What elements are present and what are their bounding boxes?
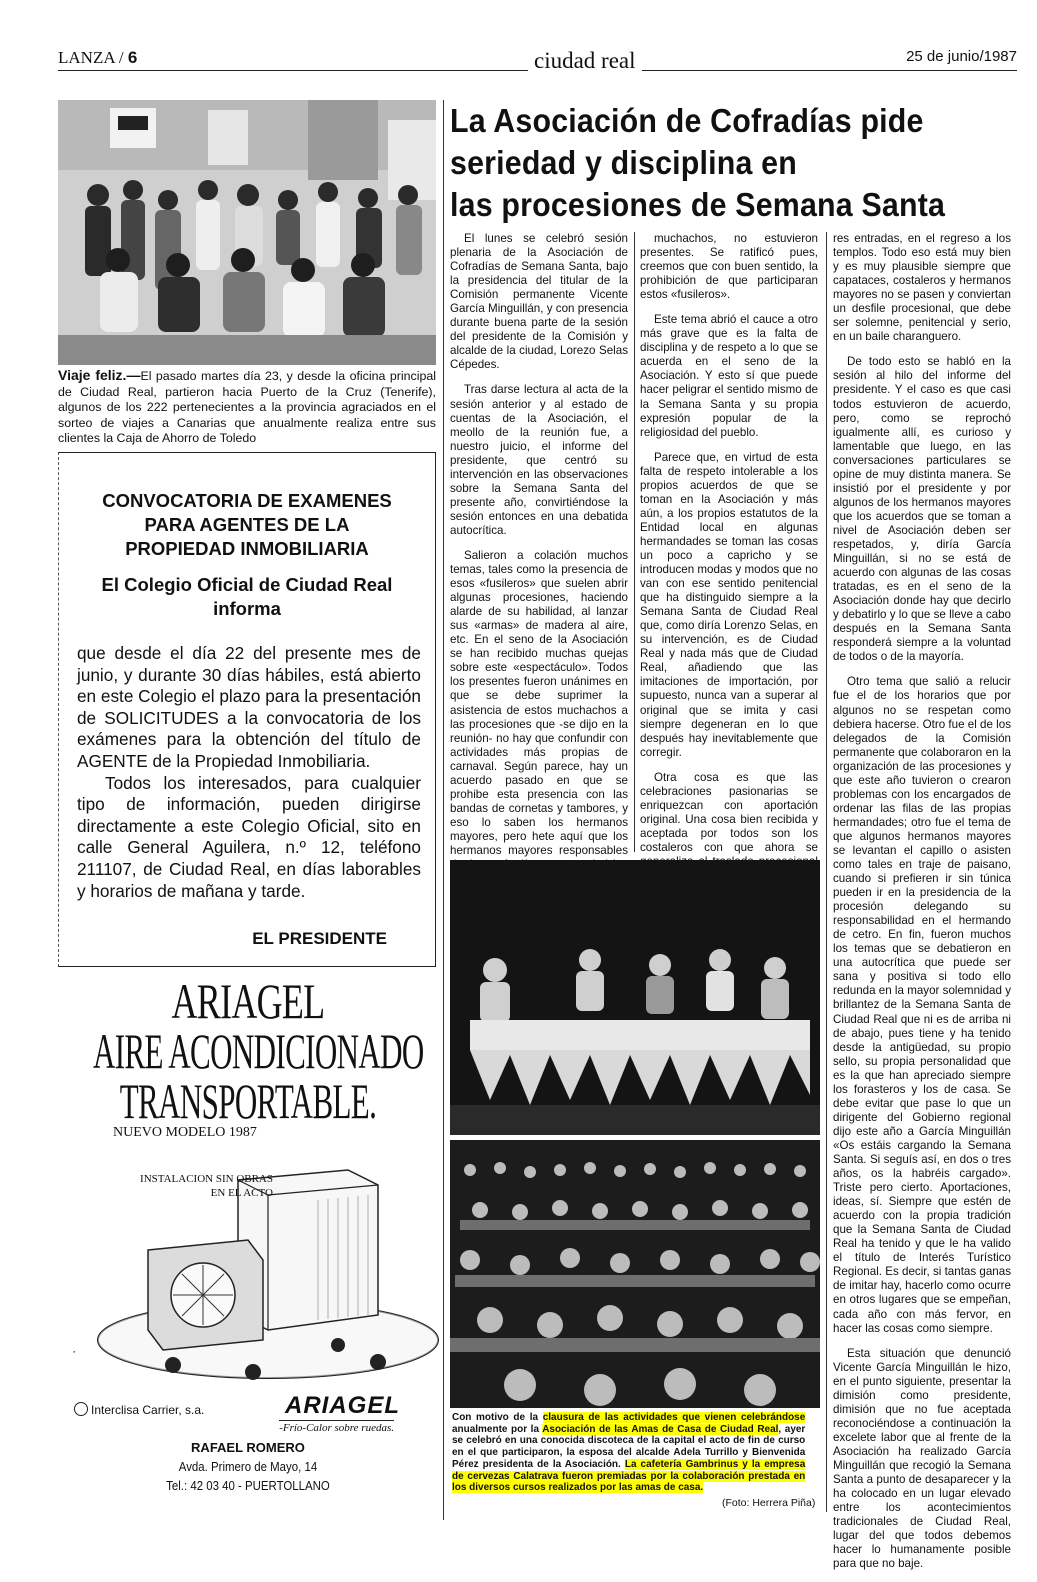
advert-logo: ARIAGEL (285, 1392, 400, 1419)
article-column-1 (450, 232, 628, 897)
headline-line: seriedad y disciplina en (450, 144, 797, 181)
headline-line: La Asociación de Cofradías pide (450, 102, 924, 139)
meeting-table-photo (450, 860, 820, 1135)
page-number: 6 (127, 48, 138, 67)
advert-brand-line: TRANSPORTABLE. (119, 1073, 377, 1129)
caption-text: Con motivo de la (452, 1412, 543, 1423)
paragraph: Otro tema que salió a relucir fue el de los horarios que por algunos no se respetan como debiera hacerse. Otro fue el de los delegados de la Comisión permanente que colaboraron en la organización de las procesiones y que este año tuvieron o crearon problemas con los encargados de ordenar las filas de las propias hermandades; otro fue el tema de que algunos hermanos mayores se levantan el capillo o asisten como tales en traje de paisano, cuando si prefieren ir sin túnica pueden ir en la presidencia de la procesión delegando su responsabilidad en el hermando de cetro. En fin, fueron muchos los temas que se debatieron en una autocrítica que puede ser sana y positiva si todo ello redunda en la mayor solemnidad y brillantez de la Semana Santa de Ciudad Real que ni es de arriba ni de abajo, pues tiene y ha tenido desde la antigüedad, su propio sello, su propia personalidad que es la que han apreciado siempre los forasteros y los de casa. Se debe evitar que pase lo que un dirigente del Gobierno regional dijo este año a García Minguillán «Os estáis cargando la Semana Santa. Si seguís así, en dos o tres años, os la habréis cargado». Triste pero cierto. Aportaciones, ideas, sí. Siempre que estén de acuerdo con la propia tradición que la Semana Santa de Ciudad Real ha tenido y que le ha valido el título de Interés Turístico Regional. Es decir, si tantas ganas de imitar hay, hacerlo como ocurre en otros lugares que se empeñan, cada año con más fervor, en hacer las cosas como siempre. (833, 675, 1011, 1335)
advert-distributor: Interclisa Carrier, s.a. (74, 1402, 204, 1417)
caption-text: , ayer se celebró en una conocida discoteca de la capital el acto de fin de curso en el que participaron, la esposa del alcalde Adela Turrillo y Bienvenida Pérez presidenta de la Asociación. (452, 1423, 806, 1470)
highlighted-text: La cafetería Gambrinus y la empresa de cervezas Calatrava fueron premiadas por la colaboración prestada en los diversos cursos realizados por las amas de casa. (452, 1458, 806, 1494)
advert-installation: INSTALACION SIN OBRAS EN EL ACTO (140, 1173, 273, 1199)
advert-phone: Tel.: 42 03 40 - PUERTOLLANO (166, 1478, 330, 1493)
notice-body (77, 643, 421, 902)
notice-paragraph: Todos los interesados, para cualquier tipo de información, pueden dirigirse directamente a este Colegio Oficial, sito en calle General Aguilera, n.º 12, teléfono 211107, de Ciudad Real, en días laborables y horarios de mañana y tarde. (77, 772, 421, 901)
advert-side-print: ▪ (72, 1350, 78, 1353)
issue-date: 25 de junio/1987 (900, 48, 1017, 65)
advert-brand-line: ARIAGEL (171, 973, 325, 1029)
notice-signature: EL PRESIDENTE (252, 929, 387, 948)
section-title: ciudad real (528, 48, 642, 74)
advert-brand-line: AIRE ACONDICIONADO (93, 1023, 424, 1079)
paragraph: muchachos, no estuvieron presentes. Se ratificó pues, creemos que con buen sentido, la prohibición de que participaran estos «fusileros». (640, 232, 818, 302)
advert-model: NUEVO MODELO 1987 (113, 1125, 257, 1140)
column-divider-main (443, 100, 444, 1520)
column-divider (634, 232, 635, 852)
paragraph: Esta situación que denunció Vicente García Minguillán le hizo, en el punto siguiente, presentar la dimisión como presidente, dimisión que no fue aceptada reconociéndose a continuación la excelete labor que al frente de la Asociación ha realizado García Minguillán que recogió la Semana Santa a punto de desaparecer y la ha colocado en un lugar elevado entre los acontecimientos tradicionales de Ciudad Real, lugar del que todos debemos hacer lo humanamente posible para que no baje. (833, 1346, 1011, 1571)
audience-photo (450, 1140, 820, 1408)
advert-slogan: -Frío-Calor sobre ruedas. (279, 1422, 394, 1434)
advert-address: Avda. Primero de Mayo, 14 (178, 1459, 318, 1474)
notice-paragraph: que desde el día 22 del presente mes de junio, y durante 30 días hábiles, está abierto en este Colegio el plazo para la presentación de SOLICITUDES a la convocatoria de los exámenes para la obtención del título de AGENTE de la Propiedad Inmobiliaria. (77, 643, 421, 771)
highlighted-text: clausura de las actividades que vienen celebrándose (542, 1412, 806, 1423)
headline-line: las procesiones de Semana Santa (450, 186, 946, 223)
paragraph: Parece que, en virtud de esta falta de respeto intolerable a los propios acuerdos de que se toman en la Asociación y más aún, a los propios estatutos de la Entidad local en algunas hermandades se toman las cosas un poco a capricho y se introducen modas y modos que no van con ese sentido penitencial que ha distinguido siempre a la Semana Santa de Ciudad Real que, como diría Lorenzo Selas, en su intervención, es de Ciudad Real y nada más que de Ciudad Real, añadiendo que las imitaciones de importación, por supuesto, nunca van a superar al original que se imita y casi siempre degeneran en lo que después hay inevitablemente que corregir. (640, 450, 818, 759)
column-divider (826, 232, 827, 1512)
photo-credit: (Foto: Herrera Piña) (722, 1497, 816, 1509)
carrier-logo-icon (74, 1402, 88, 1416)
advert-seller: RAFAEL ROMERO (191, 1440, 305, 1455)
highlighted-text: Asociación de las Amas de Casa de Ciudad Real (542, 1423, 779, 1435)
exam-notice-box (58, 452, 436, 967)
caption-lead: Viaje feliz.— (58, 367, 141, 383)
page-header (58, 48, 1017, 76)
article-headline (450, 100, 947, 226)
paragraph: El lunes se celebró sesión plenaria de la Asociación de Cofradías de Semana Santa, bajo la presidencia del titular de la Comisión permanente Vicente García Minguillán, y con presencia durante buena parte de la sesión del presidente de la Comisión y alcalde de la ciudad, Lorezo Selas Cépedes. (450, 232, 628, 372)
notice-title: CONVOCATORIA DE EXAMENES PARA AGENTES DE LA PROPIEDAD INMOBILIARIA (102, 490, 392, 559)
article-column-2 (640, 232, 818, 922)
caption-text: anualmente por la (452, 1423, 543, 1435)
paragraph: Otra cosa es que las celebraciones pasionarias se enriquezcan con aportación original. Una cosa bien recibida y aceptada por todos son los costaleros con que ahora se (640, 770, 818, 854)
paragraph: De todo esto se habló en la sesión al hilo del informe del presidente. Y el caso es que casi todos estuvieron de acuerdo, pero, como se reprochó igualmente allí, es curioso y lamentable que luego, en las conversaciones particulares se opine de muy distinta manera. Se insistió por el presidente y por algunos de los hermanos mayores que los acuerdos que se toman a nivel de Asociación deben ser respetados, y, diría García Minguillán, si no se está de acuerdo con algunas de las cosas tratadas, es en el seno de la Asociación donde hay que decirlo y debatirlo y lo que se lleve a cabo después en la Semana Santa responderá siempre a la voluntad de todos o de la mayoría. (833, 355, 1011, 664)
paragraph: Tras darse lectura al acta de la sesión anterior y al estado de cuentas de la Asociación, el meollo de la reunión fue, a nuestro juicio, el informe del presidente, que centró su intervención en las observaciones sobre la Semana Santa del presente año, convirtiéndose la sesión entonces en una debatida autocrítica. (450, 383, 628, 537)
ariagel-advert (58, 975, 438, 1520)
travelers-photo (58, 100, 436, 365)
caption-text: El pasado martes día 23, y desde la oficina principal de Ciudad Real, partieron hacia Puerto de la Cruz (Tenerife), algunos de los 222 pertenecientes a la provincia agraciados en el sorteo de viajes a Canarias que anualmente realiza entre sus clientes la Caja de Ahorro de Toledo (58, 369, 436, 446)
article-column-3 (833, 232, 1011, 1582)
notice-subtitle: El Colegio Oficial de Ciudad Real informa (101, 574, 393, 619)
photo-caption (58, 368, 436, 447)
paragraph: res entradas, en el regreso a los templos. Todo eso está muy bien y es muy plausible siempre que capataces, costaleros y hermanos mayores no se pasen y conviertan un desfile procesional, que debe ser solemne, penitencial y serio, en un baile charanguero. (833, 232, 1011, 344)
event-caption (452, 1412, 805, 1494)
paragraph: Salieron a colación muchos temas, tales como la presencia de esos «fusileros» que suelen abrir algunas procesiones, haciendo alarde de su habilidad, al lanzar sus «armas» de madera al aire, etc. En el seno de la Asociación se han recibido muchas quejas sobre este «espectáculo». Todos los presentes fueron unánimes en que se debe suprimer la asistencia de estos muchachos a las procesiones que -se dijo en la reunión- no hay que confundir con actividades más propias de carnaval. Según parece, hay un acuerdo pasado en que se prohibe esta presencia con las bandas de cornetas y tambores, y eso lo saben los hermanos mayores, pero hete aquí que los hermanos mayores responsables (450, 548, 628, 857)
paragraph: Este tema abrió el cauce a otro más grave que es la falta de disciplina y de respeto a lo que se acuerda en el seno de la Asociación. Y esto sí que puede hacer peligrar el sentido mismo de la Semana Santa y su propia expresión popular de la religiosidad del pueblo. (640, 313, 818, 439)
paper-name: LANZA / 6 (58, 48, 143, 68)
